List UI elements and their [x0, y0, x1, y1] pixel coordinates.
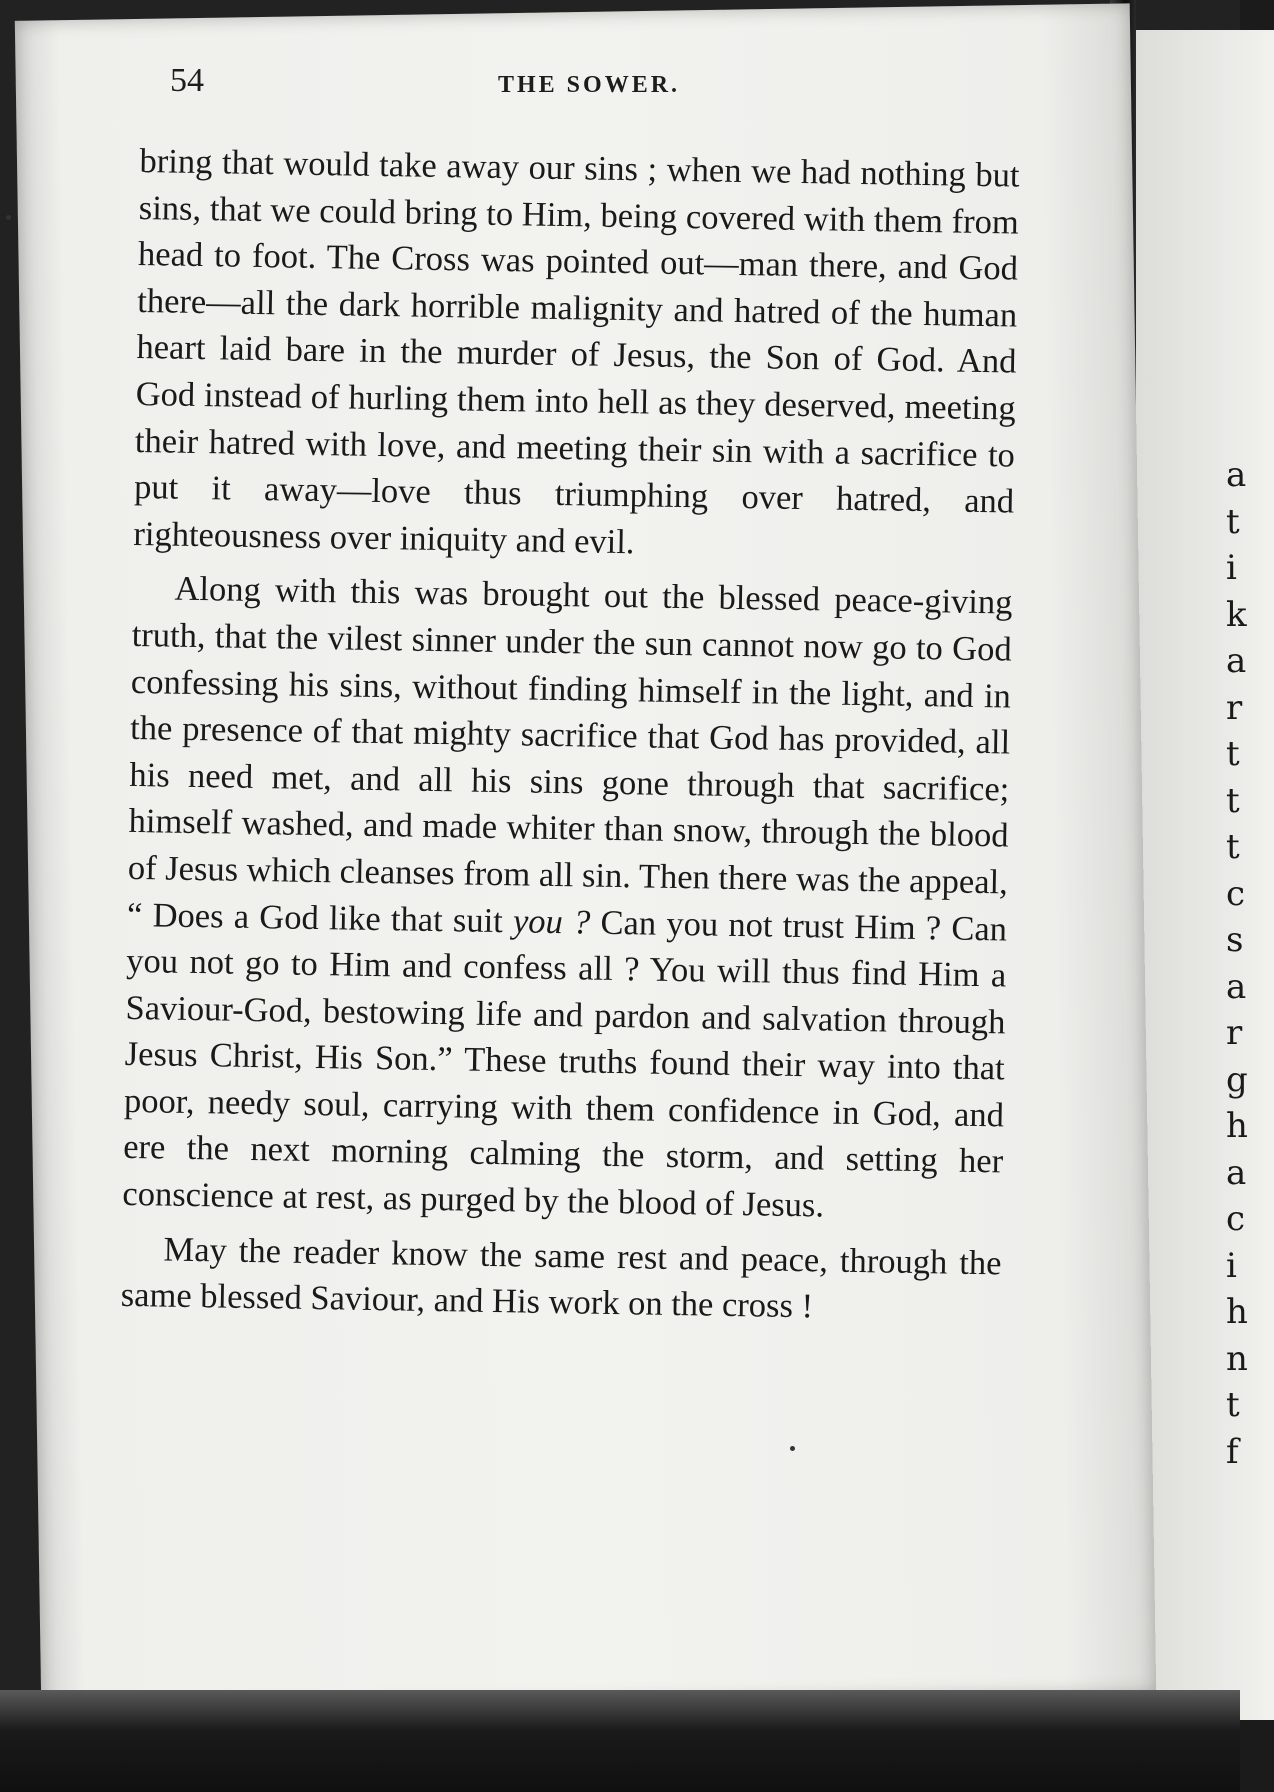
ink-speck: [790, 1446, 795, 1451]
facing-page-letter: t: [1226, 780, 1240, 821]
paragraph-text-part-2: Can you not trust Him ? Can you not go to Him and confess all ? You will thus find Him a Saviour-God, bestowing life and pardon and salvation through Jesus Christ, His Son.” These truths found their way into that poor, needy soul, carrying with them confidence in God, and ere the next morning calming the storm, and setting her conscience at rest, as purged by the blood of Jesus.: [122, 903, 1008, 1225]
page-number: 54: [170, 62, 204, 99]
paragraph-text-part-1: Along with this was brought out the blessed peace-giving truth, that the vilest sinner under the sun cannot now go to God confessing his sins, without finding himself in the light, and in the presence of that mighty sacrifice that God has provided, all his need met, and all his sins gone through that sacrifice; himself washed, and made whiter than snow, through the blood of Jesus which cleanses from all sin. Then there was the appeal, “ Does a God like that suit: [126, 569, 1013, 940]
facing-page-letter: t: [1226, 734, 1240, 774]
paragraph-continued: bring that would take away our sins ; when we had nothing but sins, that we could bring to Him, being covered with them from head to foot. The Cross was pointed out—man there, and God there—all the dark horrible malignity and hatred of the human heart laid bare in the murder of Jesus, the Son of God. And God instead of hurling them into hell as they deserved, meeting their hatred with love, and meeting their sin with a sacrifice to put it away—love thus triumphing over hatred, and righteousness over iniquity and evil.: [133, 141, 1020, 562]
facing-page-letter: s: [1226, 920, 1244, 960]
facing-page-letter: i: [1226, 1245, 1237, 1286]
facing-page-letter: a: [1226, 641, 1247, 681]
page-body: [120, 138, 1019, 1333]
facing-page-letter: n: [1226, 1338, 1248, 1379]
running-head: THE SOWER.: [498, 72, 681, 98]
facing-page-letter: c: [1226, 873, 1246, 914]
facing-page-letter: a: [1226, 455, 1247, 495]
emphasis-you: you ?: [512, 901, 591, 942]
facing-page-letter: t: [1226, 1385, 1240, 1425]
facing-page-letter: t: [1226, 827, 1240, 867]
facing-page-letter: t: [1226, 501, 1240, 542]
facing-page-letter: a: [1226, 1152, 1247, 1193]
facing-page-letter: g: [1226, 1059, 1248, 1100]
paragraph-closing: May the reader know the same rest and peace, through the same blessed Saviour, and His work on the cross !: [120, 1230, 1002, 1326]
facing-page-letter: r: [1226, 687, 1243, 728]
facing-page: [1134, 30, 1274, 1720]
facing-page-letter: i: [1226, 548, 1237, 588]
facing-page-letter: f: [1226, 1431, 1239, 1472]
facing-page-edge-letters: [1226, 0, 1248, 1792]
facing-page-letter: r: [1226, 1013, 1243, 1053]
facing-page-letter: a: [1226, 966, 1247, 1007]
facing-page-letter: h: [1226, 1292, 1248, 1332]
page-header: [170, 62, 1030, 112]
bottom-edge-shadow: [0, 1690, 1240, 1792]
facing-page-letter: h: [1226, 1106, 1248, 1146]
facing-page-letter: k: [1226, 594, 1247, 635]
paragraph-peace-giving-truth: [122, 565, 1013, 1232]
facing-page-letter: c: [1226, 1199, 1246, 1239]
ink-speck: [6, 215, 11, 220]
